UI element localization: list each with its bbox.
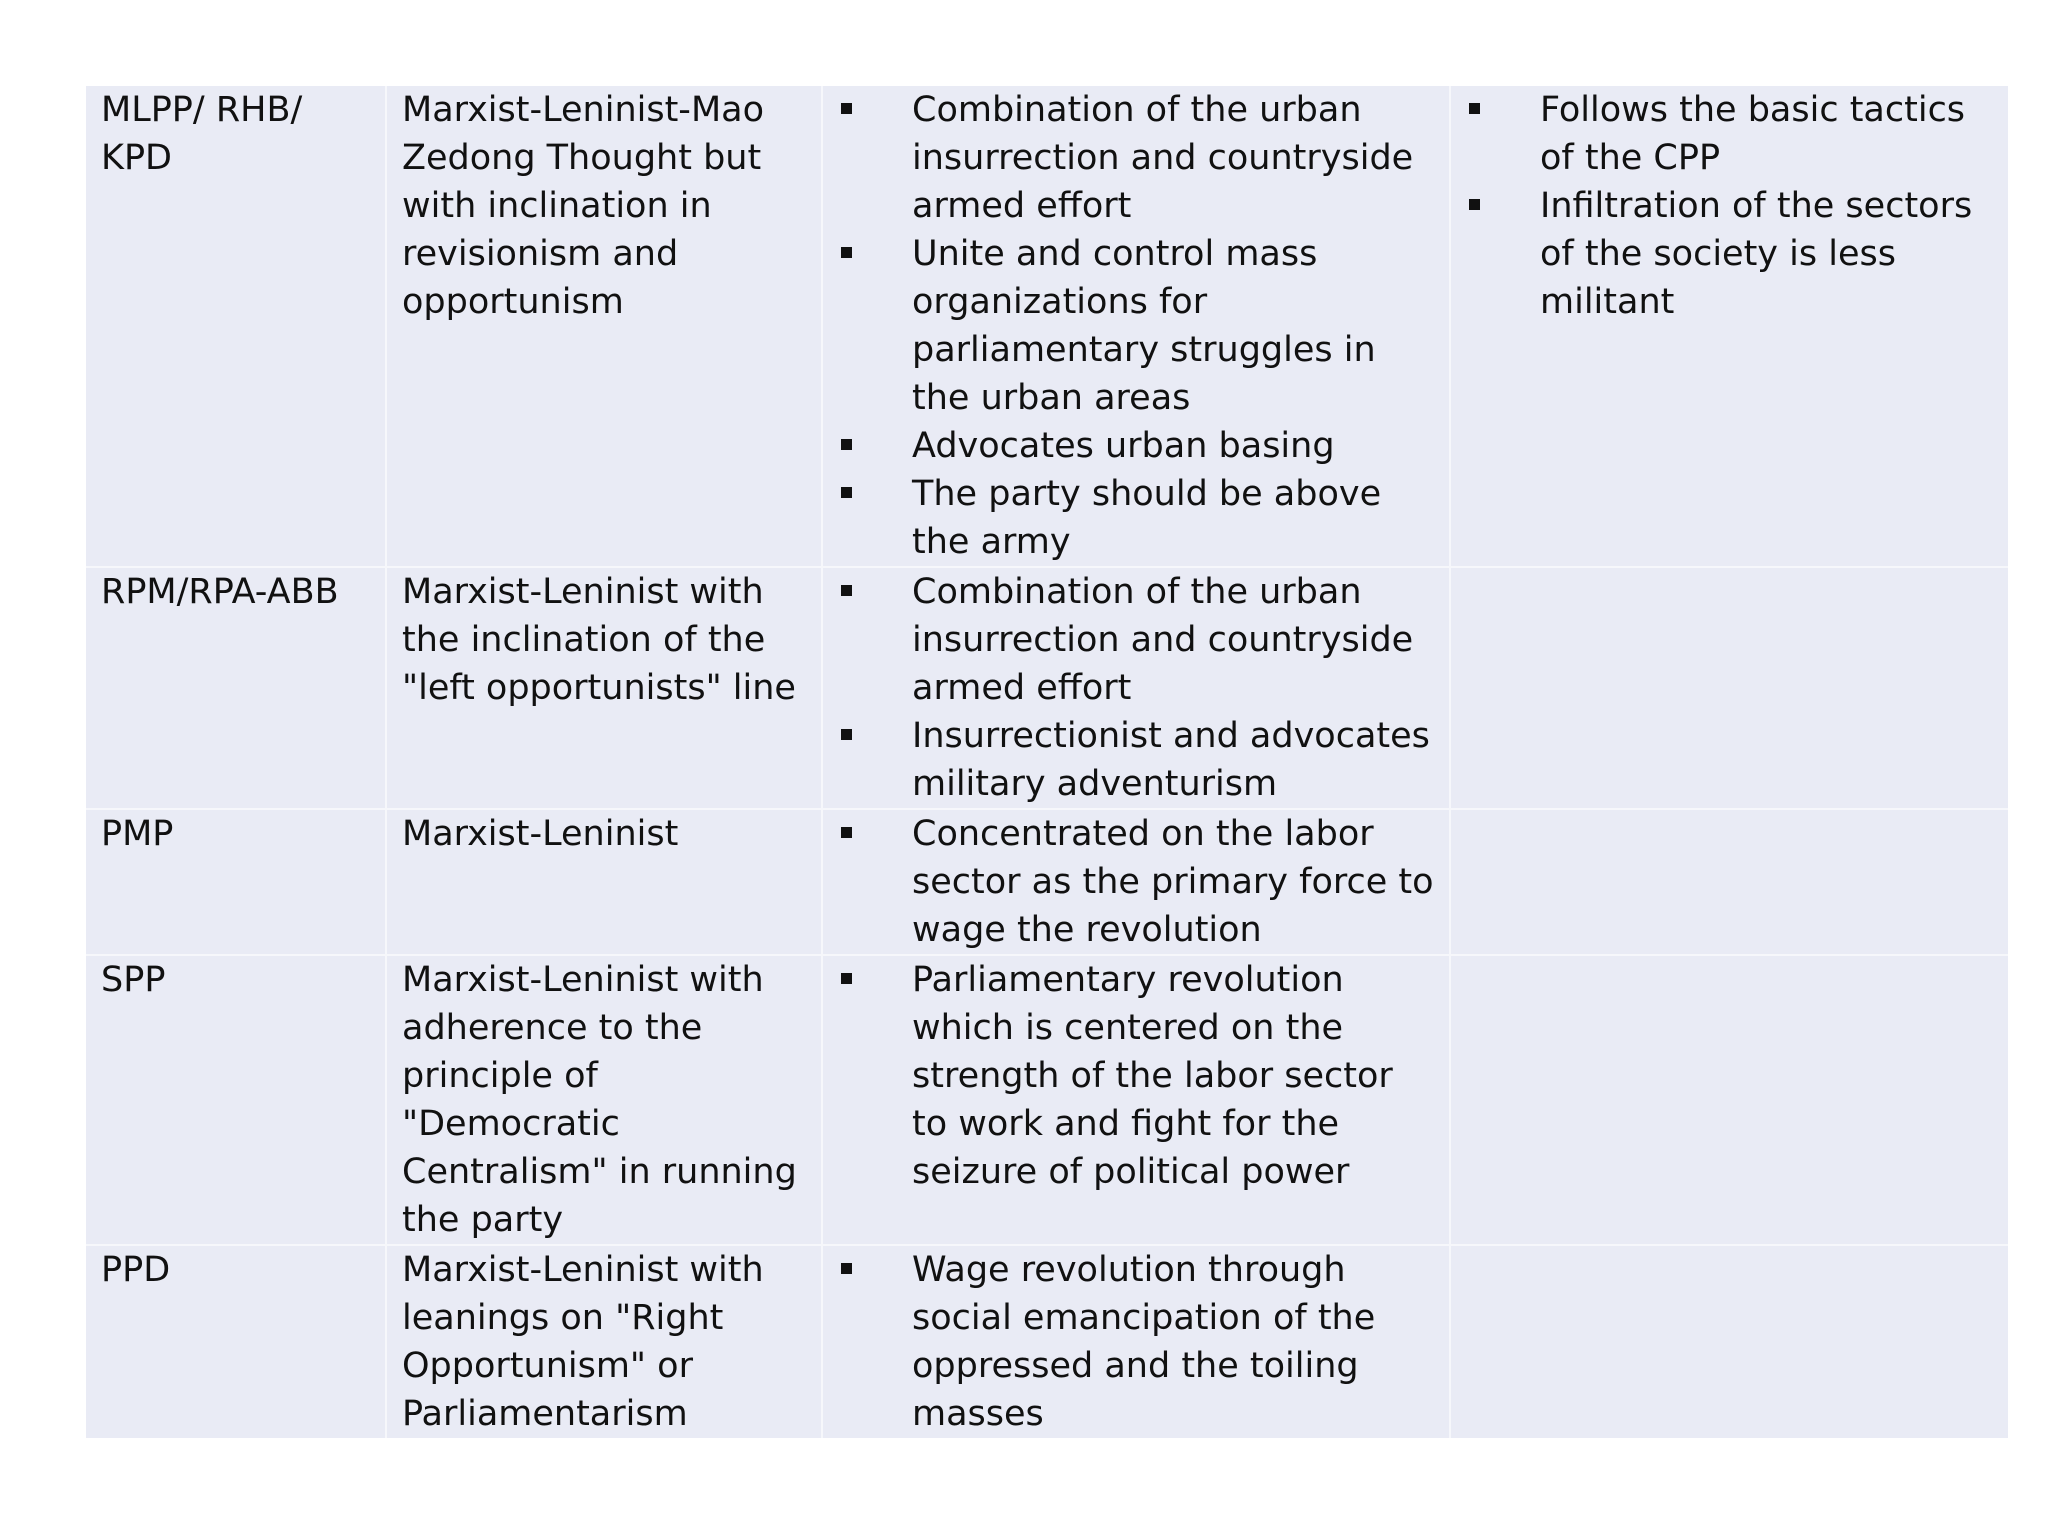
tactics-cell [1450,809,2008,955]
org-cell [86,567,386,809]
tactics-cell [1450,1245,2008,1438]
table-row [86,86,2008,567]
tactics-cell [1450,567,2008,809]
ideology-cell [386,1245,822,1438]
list-item: Advocates urban basing [838,422,1434,470]
tactics-list [1466,86,1993,326]
strategy-list [838,956,1434,1196]
ideology-text: Marxist-Leninist with leanings on "Right Opportunism" or Parliamentarism [402,1250,764,1434]
org-name: RPM/RPA-ABB [101,572,339,612]
tactics-cell [1450,86,2008,567]
org-cell [86,1245,386,1438]
ideology-cell [386,567,822,809]
ideology-text: Marxist-Leninist with adherence to the principle of "Democratic Centralism" in running the party [402,960,797,1240]
table-row [86,955,2008,1245]
ideology-cell [386,955,822,1245]
org-cell [86,86,386,567]
list-item: The party should be above the army [838,470,1434,566]
list-item: Wage revolution through social emancipation of the oppressed and the toiling masses [838,1246,1434,1438]
strategy-list [838,86,1434,566]
ideology-cell [386,86,822,567]
list-item: Parliamentary revolution which is centered on the strength of the labor sector to work and fight for the seizure of political power [838,956,1434,1196]
strategy-list [838,1246,1434,1438]
list-item: Combination of the urban insurrection and countryside armed effort [838,86,1434,230]
strategy-cell [822,809,1450,955]
ideology-text: Marxist-Leninist-Mao Zedong Thought but with inclination in revisionism and opportunism [402,90,764,322]
org-cell [86,955,386,1245]
table-row [86,1245,2008,1438]
comparison-table [86,86,2008,1438]
strategy-cell [822,567,1450,809]
list-item: Unite and control mass organizations for parliamentary struggles in the urban areas [838,230,1434,422]
strategy-cell [822,955,1450,1245]
org-name: PPD [101,1250,171,1290]
org-name: SPP [101,960,166,1000]
ideology-text: Marxist-Leninist [402,814,679,854]
org-name: MLPP/ RHB/ KPD [101,90,303,178]
strategy-cell [822,1245,1450,1438]
org-cell [86,809,386,955]
tactics-cell [1450,955,2008,1245]
table-row [86,809,2008,955]
strategy-list [838,810,1434,954]
strategy-list [838,568,1434,808]
ideology-text: Marxist-Leninist with the inclination of the "left opportunists" line [402,572,796,708]
strategy-cell [822,86,1450,567]
list-item: Insurrectionist and advocates military adventurism [838,712,1434,808]
table-row [86,567,2008,809]
org-name: PMP [101,814,174,854]
list-item: Combination of the urban insurrection and countryside armed effort [838,568,1434,712]
list-item: Follows the basic tactics of the CPP [1466,86,1993,182]
ideology-cell [386,809,822,955]
list-item: Infiltration of the sectors of the society is less militant [1466,182,1993,326]
list-item: Concentrated on the labor sector as the primary force to wage the revolution [838,810,1434,954]
